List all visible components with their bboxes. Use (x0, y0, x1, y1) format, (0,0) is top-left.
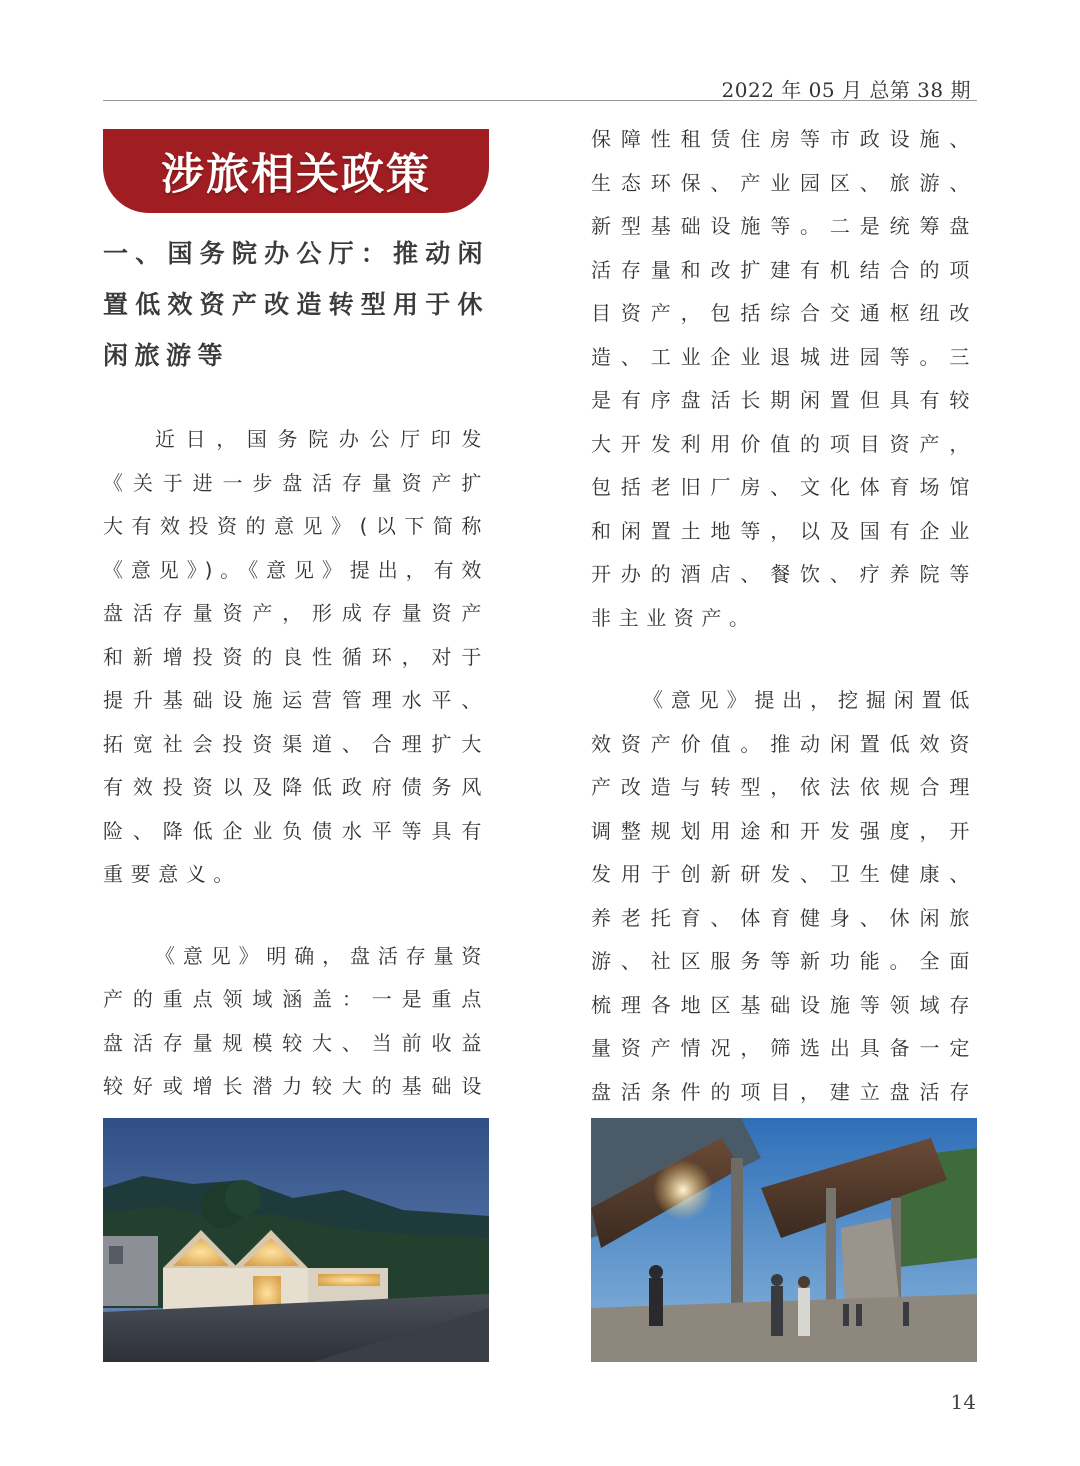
left-column (103, 418, 489, 1196)
right-column (591, 118, 977, 1201)
issue-info: 2022 年 05 月 总第 38 期 (721, 78, 971, 102)
left-paragraph-1: 近日，国务院办公厅印发《关于进一步盘活存量资产扩大有效投资的意见》(以下简称《意见》)。《意见》提出，有效盘活存量资产，形成存量资产和新增投资的良性循环，对于提升基础设施运营管理水平、拓宽社会投资渠道、合理扩大有效投资以及降低政府债务风险、降低企业负债水平等具有重要意义。 (103, 427, 489, 886)
photo-village-house-dusk (103, 1118, 489, 1362)
page-header (103, 62, 977, 101)
page-number: 14 (950, 1390, 976, 1414)
right-paragraph-2: 《意见》提出，挖掘闲置低效资产价值。推动闲置低效资产改造与转型，依法依规合理调整规划用途和开发强度，开发用于创新研发、卫生健康、养老托育、体育健身、休闲旅游、社区服务等新功能。全面梳理各地区基础设施等领域存量资产情况，筛选出具备一定盘活条件的项目，建立盘活存 (591, 688, 977, 1104)
section-title: 涉旅相关政策 (161, 149, 431, 200)
left-paragraph-2: 《意见》明确，盘活存量资产的重点领域涵盖：一是重点盘活存量规模较大、当前收益较好或增长潜力较大的基础设 (103, 943, 489, 1098)
section-banner (103, 129, 489, 213)
right-paragraph-1: 保障性租赁住房等市政设施、生态环保、产业园区、旅游、新型基础设施等。二是统筹盘活存量和改扩建有机结合的项目资产，包括综合交通枢纽改造、工业企业退城进园等。三是有序盘活长期闲置但具有较大开发利用价值的项目资产，包括老旧厂房、文化体育场馆和闲置土地等，以及国有企业开办的酒店、餐饮、疗养院等非主业资产。 (591, 127, 977, 630)
photo-industrial-site-visitors (591, 1118, 977, 1362)
article-subtitle: 一、国务院办公厅：推动闲置低效资产改造转型用于休闲旅游等 (103, 239, 489, 370)
